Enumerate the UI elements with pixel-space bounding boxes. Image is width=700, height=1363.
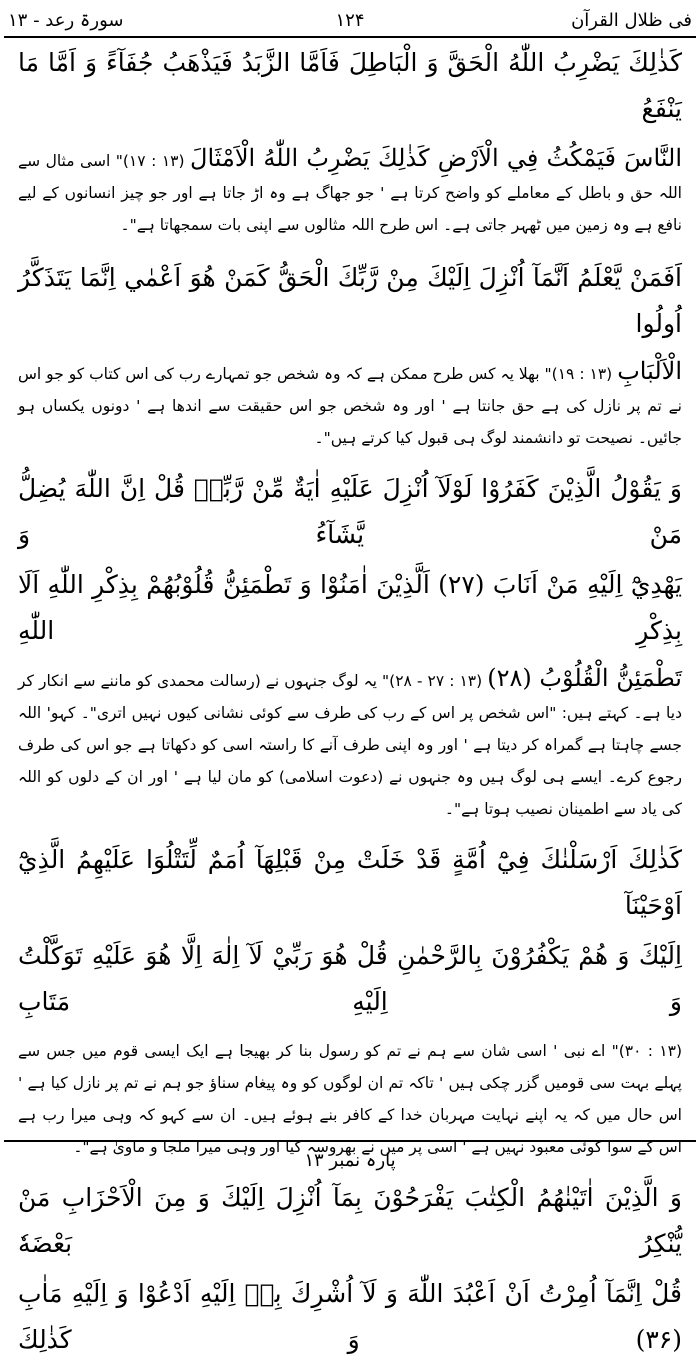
translation-text: (۱۳ : ۱۷)" اسی مثال سے اللہ حق و باطل کے معاملے کو واضح کرتا ہے ' جو جھاگ ہے وہ اڑ جاتا ہے اور جو چیز انسانوں کے لیے نافع ہے وہ زمین میں ٹھہر جاتی ہے۔ اس طرح اللہ مثالوں سے اپنی بات سمجھاتا ہے"۔ (18, 152, 682, 234)
page-number: ۱۲۴ (335, 9, 365, 31)
verse-line: اِلَيْكَ وَ هُمْ يَكْفُرُوْنَ بِالرَّحْمٰنِ قُلْ هُوَ رَبِّيْ لَآ اِلٰهَ اِلَّا هُوَ عَلَيْهِ تَوَكَّلْتُ وَ اِلَيْهِ مَتَابِ (18, 941, 682, 1016)
verse-fragment: النَّاسَ فَيَمْكُثُ فِي الْاَرْضِ كَذٰلِكَ يَضْرِبُ اللّٰهُ الْاَمْثَالَ (190, 144, 682, 172)
verse-fragment: الْاَلْبَابِ (617, 357, 683, 385)
surah-para-label: سورۃ رعد - ۱۳ (8, 9, 124, 31)
page-header (8, 6, 692, 34)
verse-line: وَ يَقُوْلُ الَّذِيْنَ كَفَرُوْا لَوْلَآ اُنْزِلَ عَلَيْهِ اٰيَةٌ مِّنْ رَّبِّهٖ قُلْ اِنَّ اللّٰهَ يُضِلُّ مَنْ يَّشَآءُ وَ (18, 474, 682, 549)
translation-paragraph (14, 355, 686, 454)
verse-line: كَذٰلِكَ يَضْرِبُ اللّٰهُ الْحَقَّ وَ الْبَاطِلَ فَاَمَّا الزَّبَدُ فَيَذْهَبُ جُفَآءً وَ اَمَّا مَا يَنْفَعُ (18, 48, 682, 123)
translation-paragraph (14, 662, 686, 825)
translation-text: (۱۳ : ۲۷ - ۲۸)" یہ لوگ جنہوں نے (رسالت محمدی کو ماننے سے انکار کر دیا ہے۔ کہتے ہیں: "اس شخص پر اس کے رب کی طرف سے کوئی نشانی کیوں نہیں اتری"۔ کہو' اللہ جسے چاہتا ہے گمراہ کر دیتا ہے ' اور وہ اپنی طرف آنے کا راستہ اسی کو دکھاتا ہے جو اس کی طرف رجوع کرے۔ ایسے ہی لوگ ہیں وہ جنہوں نے (دعوت اسلامی) کو مان لیا ہے ' اور ان کے دلوں کو اللہ کی یاد سے اطمینان نصیب ہوتا ہے"۔ (18, 672, 682, 818)
verse-line: اَفَمَنْ يَّعْلَمُ اَنَّمَآ اُنْزِلَ اِلَيْكَ مِنْ رَّبِّكَ الْحَقُّ كَمَنْ هُوَ اَعْمٰي اِنَّمَا يَتَذَكَّرُ اُولُوا (18, 263, 682, 338)
translation-paragraph: (۱۳ : ۳۰)" اے نبی ' اسی شان سے ہم نے تم کو رسول بنا کر بھیجا ہے ایک ایسی قوم میں جس سے پہلے بہت سی قومیں گزر چکی ہیں ' تاکہ تم ان لوگوں کو وہ پیغام سناؤ جو ہم نے تم پر نازل کیا ہے ' اس حال میں کہ یہ اپنے نہایت مہربان خدا کے کافر بنے ہوئے ہیں۔ ان سے کہو کہ وہی میرا رب ہے اس کے سوا کوئی معبود نہیں ہے ' اسی پر میں نے بھروسہ کیا اور وہی میرا ملجا و ماویٰ ہے"۔ (18, 1042, 683, 1156)
translation-text: (۱۳ : ۱۹)" بھلا یہ کس طرح ممکن ہے کہ وہ شخص جو تمہارے رب کی اس کتاب کو جو اس نے تم پر نازل کی ہے حق جانتا ہے ' اور وہ شخص جو اس حقیقت سے اندھا ہے ' دونوں یکساں ہو جائیں۔ نصیحت تو دانشمند لوگ ہی قبول کیا کرتے ہیں"۔ (18, 365, 682, 447)
verse-line: يَهْدِيْٓ اِلَيْهِ مَنْ اَنَابَ (۲۷) اَلَّذِيْنَ اٰمَنُوْا وَ تَطْمَئِنُّ قُلُوْبُهُمْ بِذِكْرِ اللّٰهِ اَلَا بِذِكْرِ اللّٰهِ (18, 570, 682, 645)
header-rule (4, 36, 696, 38)
verse-fragment: تَطْمَئِنُّ الْقُلُوْبُ (۲۸) (487, 664, 682, 692)
book-title: فی ظلال القرآن (571, 9, 692, 31)
translation-paragraph (14, 142, 686, 241)
para-footer: پارہ نمبر ۱۳ (304, 1150, 396, 1171)
verse-line: قُلْ اِنَّمَآ اُمِرْتُ اَنْ اَعْبُدَ اللّٰهَ وَ لَآ اُشْرِكَ بِهٖ اِلَيْهِ اَدْعُوْا وَ اِلَيْهِ مَاٰبِ (۳۶) وَ كَذٰلِكَ (18, 1279, 682, 1354)
verse-line: وَ الَّذِيْنَ اٰتَيْنٰهُمُ الْكِتٰبَ يَفْرَحُوْنَ بِمَآ اُنْزِلَ اِلَيْكَ وَ مِنَ الْاَحْزَابِ مَنْ يُّنْكِرُ بَعْضَهٗ (18, 1183, 682, 1258)
footer-rule (4, 1140, 696, 1142)
verse-line: كَذٰلِكَ اَرْسَلْنٰكَ فِيْٓ اُمَّةٍ قَدْ خَلَتْ مِنْ قَبْلِهَآ اُمَمٌ لِّتَتْلُوَا عَلَيْهِمُ الَّذِيْٓ اَوْحَيْنَآ (18, 845, 682, 920)
